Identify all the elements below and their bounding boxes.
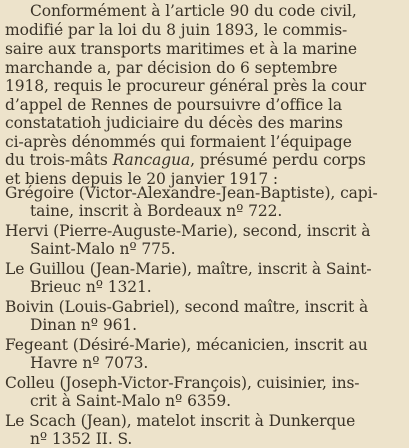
notice-line-8: ci-après dénommés qui formaient l’équipage (5, 133, 352, 151)
crew-entry-1-line-2: taine, inscrit à Bordeaux nº 722. (30, 202, 283, 220)
notice-line-1: Conformément à l’article 90 du code civil, (30, 2, 357, 20)
notice-line-9-end: , présumé perdu corps (190, 151, 366, 169)
notice-line-4: marchande a, par décision do 6 septembre (5, 59, 338, 77)
crew-entry-5-line-1: Fegeant (Désiré-Marie), mécanicien, inscrit au (5, 336, 368, 354)
crew-entry-3-line-2: Brieuc nº 1321. (30, 278, 152, 296)
crew-entry-2-line-2: Saint-Malo nº 775. (30, 240, 176, 258)
crew-entry-6-line-1: Colleu (Joseph-Victor-François), cuisinier, ins- (5, 374, 360, 392)
crew-entry-1-line-1: Grégoire (Victor-Alexandre-Jean-Baptiste), capi- (5, 184, 378, 202)
notice-line-7: constatatioh judiciaire du décès des marins (5, 114, 343, 132)
crew-entry-6-line-2: crit à Saint-Malo nº 6359. (30, 392, 231, 410)
notice-line-3: saire aux transports maritimes et à la marine (5, 40, 357, 58)
crew-entry-2-line-1: Hervi (Pierre-Auguste-Marie), second, inscrit à (5, 222, 371, 240)
notice-line-5: 1918, requis le procureur général près la cour (5, 77, 367, 95)
notice-line-10: et biens depuis le 20 janvier 1917 : (5, 170, 279, 188)
crew-entry-4-line-2: Dinan nº 961. (30, 316, 137, 334)
crew-entry-7-line-2: nº 1352 II. S. (30, 430, 133, 448)
crew-entry-7-line-1: Le Scach (Jean), matelot inscrit à Dunkerque (5, 412, 356, 430)
crew-entry-5-line-2: Havre nº 7073. (30, 354, 149, 372)
crew-entry-3-line-1: Le Guillou (Jean-Marie), maître, inscrit à Saint- (5, 260, 372, 278)
notice-line-6: d’appel de Rennes de poursuivre d’office la (5, 96, 342, 114)
notice-line-9-start: du trois-mâts (5, 151, 113, 169)
ship-name: Rancagua (112, 151, 191, 169)
notice-line-2: modifié par la loi du 8 juin 1893, le commis- (5, 21, 348, 39)
notice-line-9 (5, 151, 366, 169)
crew-entry-4-line-1: Boivin (Louis-Gabriel), second maître, inscrit à (5, 298, 369, 316)
